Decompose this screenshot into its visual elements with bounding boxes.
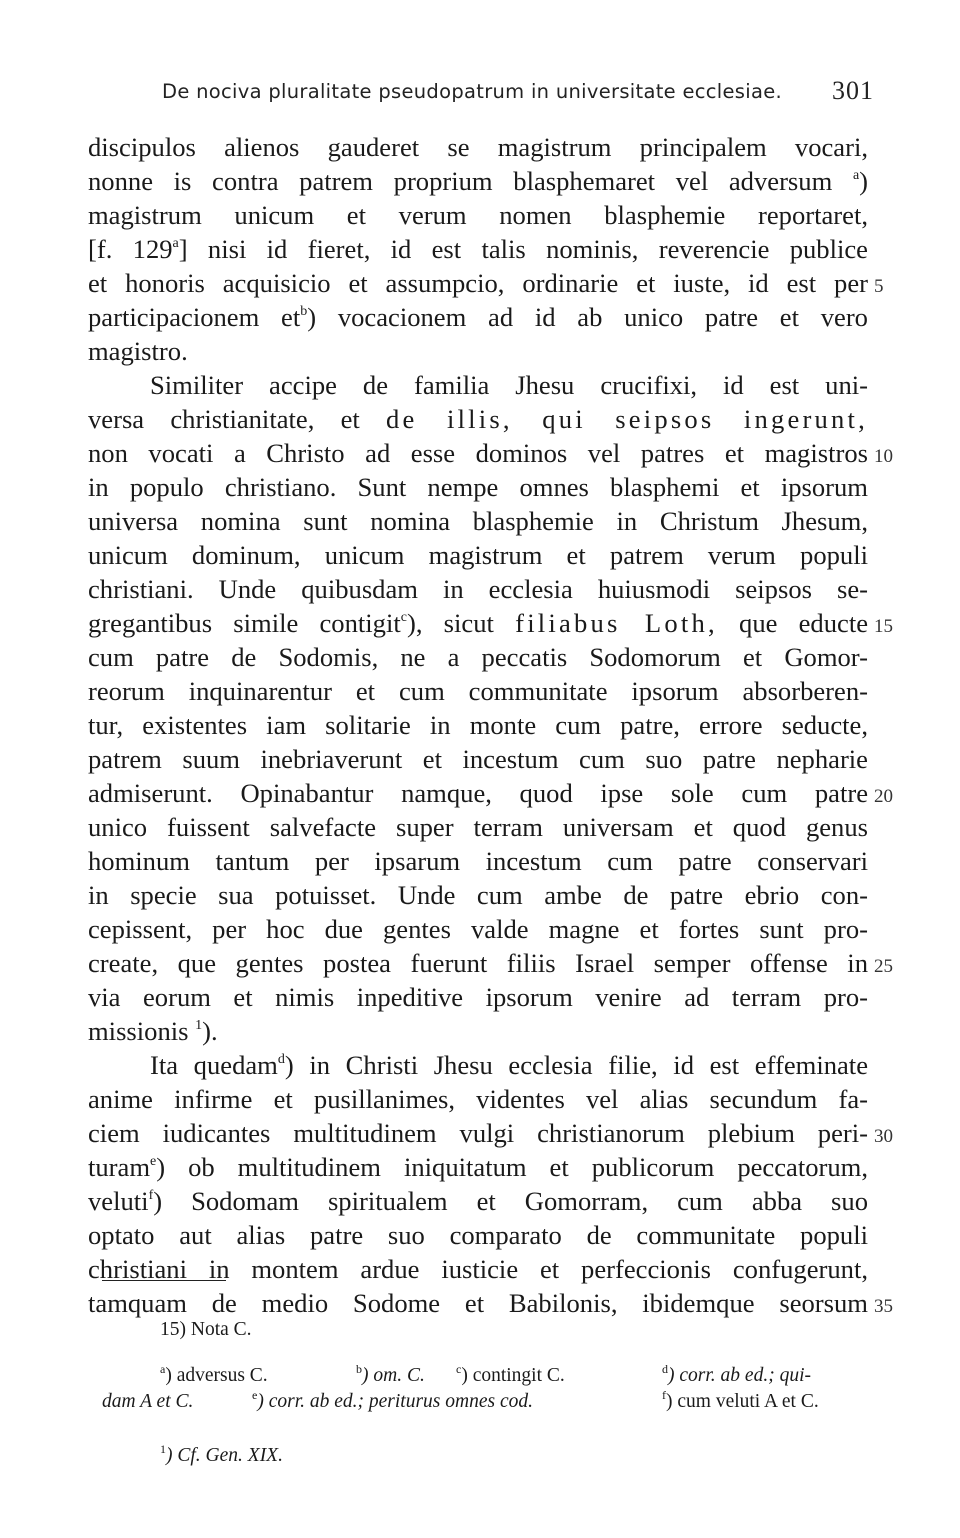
footnote-marginal: 15) Nota C. xyxy=(160,1319,252,1340)
text-line: gregantibus simile contigit$^c$), sicut filiabus Loth, que educte xyxy=(88,608,869,638)
note-marker: a xyxy=(172,236,179,251)
footnote-source: $^1$) Cf. Gen. XIX. xyxy=(160,1442,283,1466)
line-number: 25 xyxy=(874,956,893,977)
page-header xyxy=(162,76,882,116)
spaced-emphasis: filiabus Loth, xyxy=(515,608,718,638)
text-line: hominum tantum per ipsarum incestum cum patre conservari xyxy=(88,846,868,876)
running-title: De nociva pluralitate pseudopatrum in universitate ecclesiae. xyxy=(162,80,783,103)
line-number: 5 xyxy=(874,276,884,297)
text-line: patrem suum inebriaverunt et incestum cum suo patre nepharie xyxy=(88,744,868,774)
text-line: tamquam de medio Sodome et Babilonis, ibidemque seorsum xyxy=(88,1288,868,1318)
note-marker: 1 xyxy=(195,1018,203,1033)
text-line: participacionem $et^b$) vocacionem ad id ab unico patre et vero xyxy=(88,302,868,332)
text-line: magistro. xyxy=(88,336,188,366)
text-line: nonne is contra patrem proprium blasphemaret vel adversum $^a$) xyxy=(88,166,869,196)
text-line: cum patre de Sodomis, ne a peccatis Sodomorum et Gomor- xyxy=(88,642,868,672)
text-line: [f. 129$^a$] nisi id fieret, id est talis nominis, reverencie publice xyxy=(88,234,868,264)
note-marker: e xyxy=(150,1154,157,1169)
text-line: veluti$^f$) Sodomam spiritualem et Gomorram, cum abba suo xyxy=(88,1186,868,1216)
text-line: christiani. Unde quibusdam in ecclesia huiusmodi seipsos se- xyxy=(88,574,868,604)
text-line: christiani in montem ardue iusticie et perfeccionis confugerunt, xyxy=(88,1254,868,1284)
text-line: reorum inquinarentur et cum communitate ipsorum absorberen- xyxy=(88,676,868,706)
text-line: Similiter accipe de familia Jhesu crucifixi, id est uni- xyxy=(150,370,868,400)
text-line: discipulos alienos gauderet se magistrum principalem vocari, xyxy=(88,132,868,162)
note-marker: c xyxy=(400,610,407,625)
text-line: versa christianitate, et de illis, qui seipsos ingerunt, xyxy=(88,404,868,434)
line-number: 10 xyxy=(874,446,893,467)
text-line: universa nomina sunt nomina blasphemie in Christum Jhesum, xyxy=(88,506,868,536)
text-line: create, que gentes postea fuerunt filiis Israel semper offense in xyxy=(88,948,868,978)
text-line: optato aut alias patre suo comparato de communitate populi xyxy=(88,1220,868,1250)
text-line: in populo christiano. Sunt nempe omnes blasphemi et ipsorum xyxy=(88,472,868,502)
line-number: 30 xyxy=(874,1126,893,1147)
text-line: unicum dominum, unicum magistrum et patrem verum populi xyxy=(88,540,868,570)
text-line: cepissent, per hoc due gentes valde magne et fortes sunt pro- xyxy=(88,914,868,944)
text-line: via eorum et nimis inpeditive ipsorum venire ad terram pro- xyxy=(88,982,868,1012)
text-line: unico fuissent salvefacte super terram universam et quod genus xyxy=(88,812,868,842)
note-marker: b xyxy=(300,304,308,319)
note-marker: a xyxy=(852,168,860,183)
line-number: 20 xyxy=(874,786,893,807)
text-line: tur, existentes iam solitarie in monte cum patre, errore seducte, xyxy=(88,710,868,740)
text-line: in specie sua potuisset. Unde cum ambe de patre ebrio con- xyxy=(88,880,868,910)
text-line: missionis $^1$). xyxy=(88,1016,218,1046)
line-number: 15 xyxy=(874,616,893,637)
text-line: ciem iudicantes multitudinem vulgi christianorum plebium peri- xyxy=(88,1118,868,1148)
text-line: admiserunt. Opinabantur namque, quod ipse sole cum patre xyxy=(88,778,868,808)
footnote-divider xyxy=(102,1280,226,1281)
text-line: magistrum unicum et verum nomen blasphemie reportaret, xyxy=(88,200,868,230)
text-line: Ita quedam$^d$) in Christi Jhesu ecclesia filie, id est effeminate xyxy=(150,1050,869,1080)
footnote-variants-row-2: dam A et C. $^e$) corr. ab ed.; periturus omnes cod. $^f$) cum veluti A et C. xyxy=(102,1388,819,1412)
text-line: turam$^e$) ob multitudinem iniquitatum et publicorum peccatorum, xyxy=(88,1152,868,1182)
footnote-variants-row-1: $^a$) adversus C. $^b$) om. C. $^c$) contingit C. $^d$) corr. ab ed.; qui- xyxy=(160,1362,811,1386)
page-number: 301 xyxy=(832,76,874,105)
spaced-emphasis: de illis, qui seipsos ingerunt, xyxy=(386,404,868,434)
note-marker: f xyxy=(148,1188,154,1203)
text-line: non vocati a Christo ad esse dominos vel patres et magistros xyxy=(88,438,868,468)
note-marker: d xyxy=(277,1052,285,1067)
text-line: anime infirme et pusillanimes, videntes vel alias secundum fa- xyxy=(88,1084,868,1114)
text-line: et honoris acquisicio et assumpcio, ordinarie et iuste, id est per xyxy=(88,268,868,298)
line-number: 35 xyxy=(874,1296,893,1317)
